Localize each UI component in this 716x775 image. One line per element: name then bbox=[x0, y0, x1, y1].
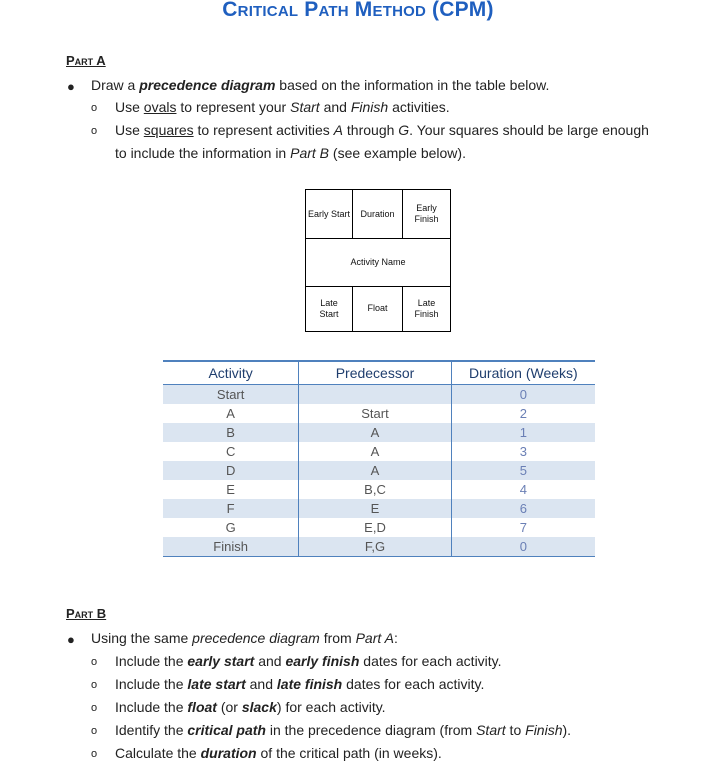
sub-bullet: o bbox=[91, 702, 98, 714]
part-a-heading: Part A bbox=[66, 53, 106, 68]
example-bottom-row bbox=[306, 286, 450, 331]
duration-cell: 3 bbox=[519, 444, 527, 459]
late-finish-cell: Late Finish bbox=[414, 297, 439, 319]
sub-bullet: o bbox=[91, 656, 98, 668]
duration-cell: 7 bbox=[519, 520, 527, 535]
predecessor-cell: E bbox=[299, 499, 451, 518]
part-b-sub-4: Identify the critical path in the precedence diagram (from Start to Finish). bbox=[115, 722, 572, 738]
duration-cell: 2 bbox=[519, 406, 527, 421]
predecessor-cell: F,G bbox=[299, 537, 451, 557]
duration-header: Duration (Weeks) bbox=[451, 361, 595, 385]
duration-cell: 4 bbox=[519, 482, 527, 497]
predecessor-cell: A bbox=[299, 461, 451, 480]
sub-bullet: o bbox=[91, 102, 98, 114]
activity-cell: D bbox=[163, 461, 299, 480]
predecessor-cell: E,D bbox=[299, 518, 451, 537]
duration-cell: Duration bbox=[353, 190, 403, 238]
part-b-heading: Part B bbox=[66, 606, 107, 621]
activity-cell: Start bbox=[163, 385, 299, 405]
predecessor-cell: A bbox=[299, 423, 451, 442]
duration-cell: 6 bbox=[451, 499, 595, 518]
table-row bbox=[163, 461, 595, 480]
sub-bullet: o bbox=[91, 679, 98, 691]
table-row bbox=[163, 404, 595, 423]
table-row bbox=[163, 480, 595, 499]
part-b-sub-5: Calculate the duration of the critical path (in weeks). bbox=[115, 745, 442, 761]
predecessor-header: Predecessor bbox=[299, 361, 451, 385]
activity-cell: E bbox=[163, 480, 299, 499]
sub-bullet: o bbox=[91, 125, 98, 137]
activity-cell: F bbox=[163, 499, 299, 518]
table-row bbox=[163, 442, 595, 461]
table-row bbox=[163, 499, 595, 518]
table-row bbox=[163, 423, 595, 442]
late-start-cell: Late Start bbox=[306, 286, 353, 331]
activity-cell: Finish bbox=[163, 537, 299, 557]
duration-cell: 0 bbox=[451, 537, 595, 557]
bullet-dot: ● bbox=[67, 632, 75, 647]
part-b-sub-3: Include the float (or slack) for each activity. bbox=[115, 699, 386, 715]
part-b-instruction-1: Using the same precedence diagram from Part A: bbox=[91, 630, 398, 646]
activity-table bbox=[163, 360, 595, 557]
early-finish-cell: Early Finish bbox=[414, 203, 439, 224]
activity-cell: B bbox=[163, 423, 299, 442]
table-row bbox=[163, 518, 595, 537]
page-title: Critical Path Method (CPM) bbox=[222, 0, 494, 21]
float-cell: Float bbox=[353, 286, 403, 331]
sub-bullet: o bbox=[91, 725, 98, 737]
predecessor-cell: A bbox=[299, 442, 451, 461]
bullet-dot: ● bbox=[67, 79, 75, 94]
predecessor-cell bbox=[299, 385, 451, 405]
activity-cell: C bbox=[163, 442, 299, 461]
example-activity-box bbox=[305, 189, 451, 332]
activity-name-cell: Activity Name bbox=[350, 256, 406, 267]
predecessor-cell: Start bbox=[299, 404, 451, 423]
part-a-sub-2-cont: to include the information in Part B (see example below). bbox=[115, 145, 466, 161]
duration-cell: 5 bbox=[451, 461, 595, 480]
example-top-row bbox=[306, 190, 450, 239]
activity-cell: G bbox=[163, 518, 299, 537]
part-b-sub-2: Include the late start and late finish dates for each activity. bbox=[115, 676, 485, 692]
part-a-instruction-1: Draw a precedence diagram based on the information in the table below. bbox=[91, 77, 550, 93]
sub-bullet: o bbox=[91, 748, 98, 760]
part-a-sub-2: Use squares to represent activities A through G. Your squares should be large enough bbox=[115, 122, 649, 138]
duration-cell: 0 bbox=[451, 385, 595, 405]
duration-cell: 1 bbox=[451, 423, 595, 442]
example-middle-row bbox=[306, 238, 450, 287]
table-row bbox=[163, 537, 595, 557]
early-start-cell: Early Start bbox=[306, 190, 353, 238]
part-a-sub-1: Use ovals to represent your Start and Finish activities. bbox=[115, 99, 450, 115]
table-header-row bbox=[163, 361, 595, 385]
activity-cell: A bbox=[163, 404, 299, 423]
part-b-sub-1: Include the early start and early finish dates for each activity. bbox=[115, 653, 502, 669]
activity-header: Activity bbox=[163, 361, 299, 385]
predecessor-cell: B,C bbox=[299, 480, 451, 499]
table-row bbox=[163, 385, 595, 405]
